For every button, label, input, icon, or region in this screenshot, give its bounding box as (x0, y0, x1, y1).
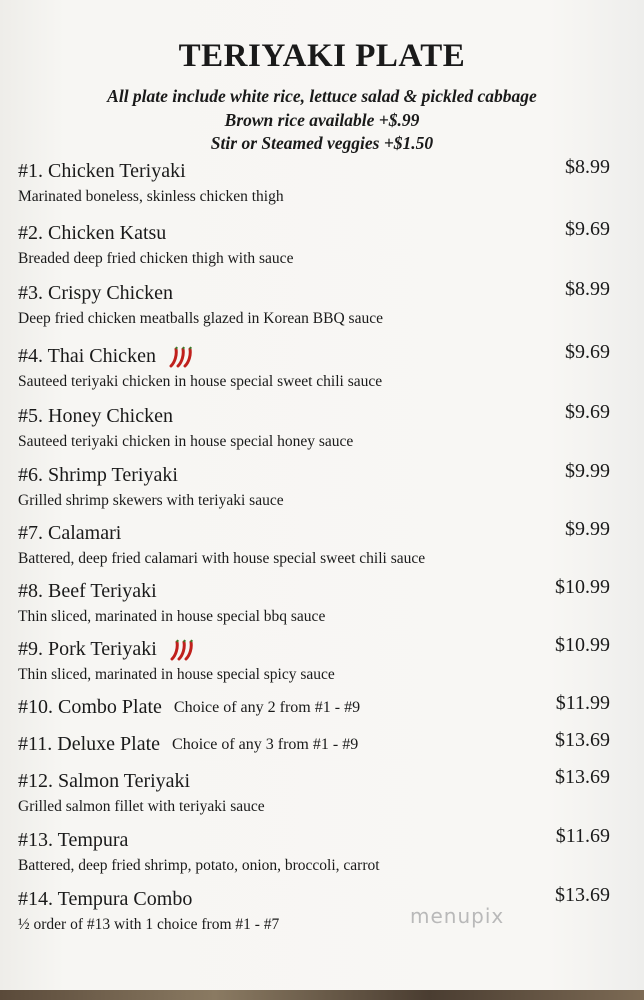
item-price: $13.69 (555, 729, 610, 751)
menu-item (18, 460, 618, 510)
item-price: $9.69 (565, 341, 610, 363)
menu-item (18, 766, 618, 816)
item-name: #10. Combo Plate (18, 696, 162, 718)
menu-item (18, 156, 618, 206)
menu-item (18, 692, 618, 719)
item-description: Sauteed teriyaki chicken in house special honey sauce (18, 433, 354, 450)
item-price: $9.99 (565, 518, 610, 540)
item-description: Thin sliced, marinated in house special bbq sauce (18, 608, 326, 625)
item-name: #3. Crispy Chicken (18, 282, 173, 304)
item-description: Breaded deep fried chicken thigh with sauce (18, 250, 294, 267)
menu-item (18, 518, 618, 568)
item-name: #9. Pork Teriyaki (18, 638, 157, 660)
item-description: Grilled shrimp skewers with teriyaki sauce (18, 492, 284, 509)
menu-item (18, 884, 618, 934)
item-name: #12. Salmon Teriyaki (18, 770, 191, 792)
item-name: #8. Beef Teriyaki (18, 580, 157, 602)
menu-note-brown-rice: Brown rice available +$.99 (224, 110, 420, 130)
item-note: Choice of any 2 from #1 - #9 (173, 698, 361, 716)
menu-note-rice: All plate include white rice, lettuce salad & pickled cabbage (107, 86, 537, 106)
item-description: Grilled salmon fillet with teriyaki sauce (18, 798, 265, 815)
item-name: #13. Tempura (18, 829, 129, 851)
item-name: #5. Honey Chicken (18, 405, 173, 427)
item-price: $9.69 (565, 401, 610, 423)
item-name: #4. Thai Chicken (18, 345, 156, 367)
item-description: Marinated boneless, skinless chicken thigh (18, 188, 284, 205)
menu-item (18, 634, 618, 684)
item-name: #7. Calamari (18, 522, 122, 544)
item-description: Thin sliced, marinated in house special spicy sauce (18, 666, 335, 683)
item-price: $10.99 (555, 634, 610, 656)
item-name: #11. Deluxe Plate (18, 733, 161, 755)
item-price: $9.99 (565, 460, 610, 482)
item-description: Deep fried chicken meatballs glazed in Korean BBQ sauce (18, 310, 383, 327)
menu-item (18, 218, 618, 268)
watermark: menupix (410, 904, 505, 928)
item-price: $10.99 (555, 576, 610, 598)
item-price: $8.99 (565, 278, 610, 300)
item-name: #14. Tempura Combo (18, 888, 193, 910)
item-price: $13.69 (555, 884, 610, 906)
menu-item (18, 401, 618, 451)
item-price: $9.69 (565, 218, 610, 240)
chili-pepper-icon (166, 346, 192, 368)
table-edge (0, 990, 644, 1000)
item-description: ½ order of #13 with 1 choice from #1 - #7 (18, 916, 280, 933)
menu-title: TERIYAKI PLATE (178, 38, 466, 74)
item-note: Choice of any 3 from #1 - #9 (172, 735, 359, 753)
menu-item (18, 278, 618, 328)
chili-pepper-icon (167, 639, 193, 661)
item-name: #1. Chicken Teriyaki (18, 160, 186, 182)
menu-item (18, 825, 618, 875)
item-name: #6. Shrimp Teriyaki (18, 464, 178, 486)
item-price: $11.69 (555, 825, 610, 847)
item-name: #2. Chicken Katsu (18, 222, 167, 244)
menu-item (18, 341, 618, 391)
item-description: Battered, deep fried shrimp, potato, onion, broccoli, carrot (18, 857, 380, 874)
menu-note-veggies: Stir or Steamed veggies +$1.50 (210, 133, 434, 153)
menu-item (18, 729, 618, 756)
item-price: $11.99 (555, 692, 610, 714)
item-price: $13.69 (555, 766, 610, 788)
item-description: Sauteed teriyaki chicken in house special sweet chili sauce (18, 373, 383, 390)
item-description: Battered, deep fried calamari with house special sweet chili sauce (18, 550, 426, 567)
item-price: $8.99 (565, 156, 610, 178)
menu-item (18, 576, 618, 626)
